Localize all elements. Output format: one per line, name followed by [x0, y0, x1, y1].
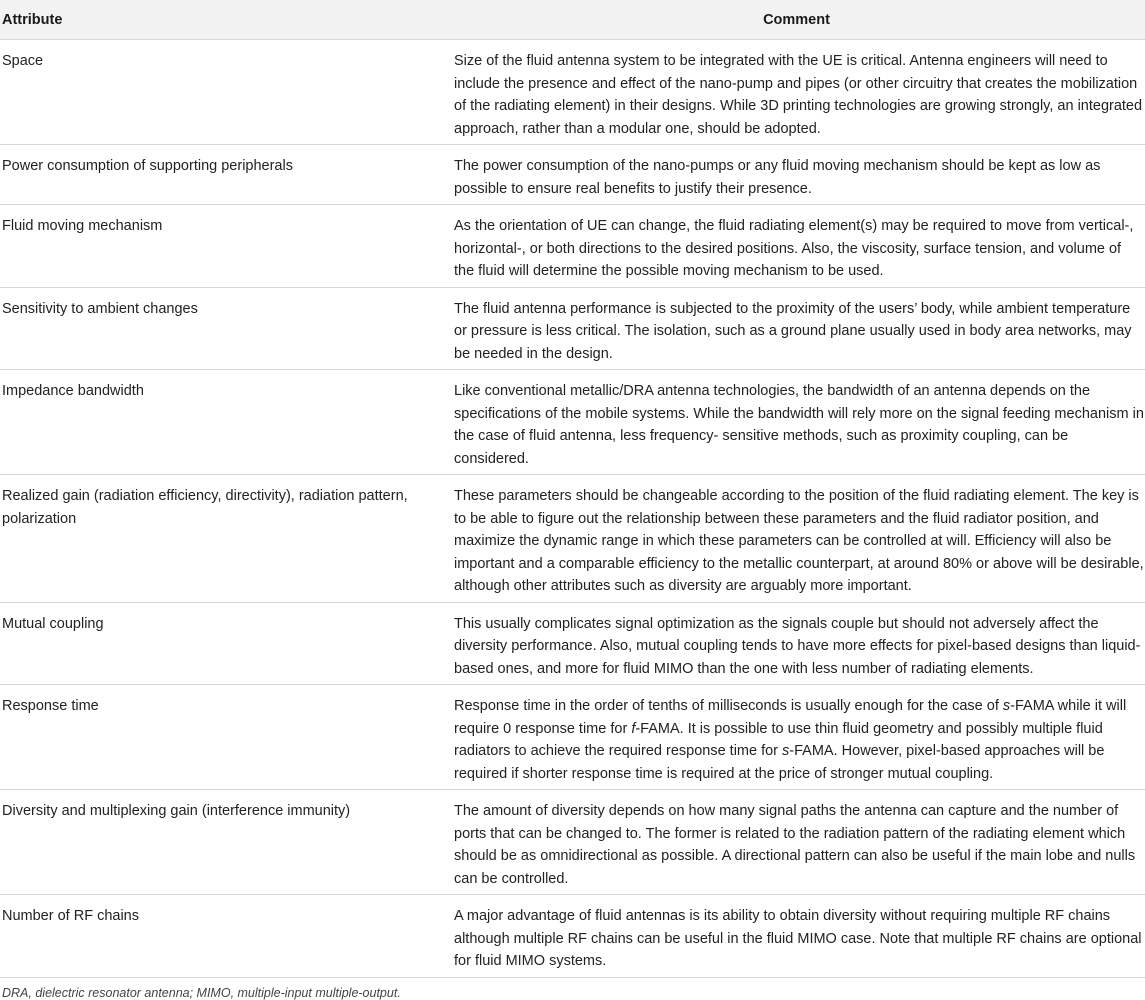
attribute-cell: Impedance bandwidth — [2, 383, 144, 399]
attribute-column-header: Attribute — [2, 11, 63, 28]
attribute-cell: Fluid moving mechanism — [2, 218, 163, 234]
comment-cell: A major advantage of fluid antennas is its ability to obtain diversity without requiring multiple RF chains although multiple RF chains can be useful in the fluid MIMO case. Note that multiple RF chains are optional for fluid MIMO systems. — [454, 908, 1142, 969]
attribute-cell: Number of RF chains — [2, 908, 139, 924]
comment-cell: These parameters should be changeable according to the position of the fluid radiating element. The key is to be able to figure out the relationship between these parameters and the fluid radiator position, and maximize the dynamic range in which these parameters can be controlled at will. Efficiency will also be important and a comparable efficiency to the metallic counterpart, at around 80% or above will be desirable, although other attributes such as diversity are arguably more important. — [454, 488, 1144, 594]
comment-cell: The power consumption of the nano-pumps or any fluid moving mechanism should be kept as low as possible to ensure real benefits to justify their presence. — [454, 158, 1101, 197]
comment-cell: The fluid antenna performance is subjected to the proximity of the users’ body, while ambient temperature or pressure is less critical. The isolation, such as a ground plane usually used in body area networks, may be needed in the design. — [454, 300, 1132, 362]
table-body — [0, 40, 1145, 978]
table-row — [0, 287, 1145, 370]
table-row — [0, 895, 1145, 978]
header-row — [0, 0, 1145, 40]
attribute-cell: Power consumption of supporting peripherals — [2, 158, 293, 174]
attribute-cell: Realized gain (radiation efficiency, directivity), radiation pattern, polarization — [2, 488, 408, 527]
comment-text: -FAMA. It is possible to use thin fluid geometry and possibly multiple fluid radiators to achieve the required response time for — [454, 720, 1103, 759]
attribute-cell: Sensitivity to ambient changes — [2, 300, 198, 317]
table-row — [0, 602, 1145, 685]
comment-cell: As the orientation of UE can change, the fluid radiating element(s) may be required to move from vertical-, horizontal-, or both directions to the desired positions. Also, the viscosity, surface tension, and volume of the fluid will determine the possible moving mechanism to be used. — [454, 218, 1134, 279]
table-row — [0, 145, 1145, 205]
attribute-cell: Space — [2, 53, 44, 69]
comment-cell: This usually complicates signal optimization as the signals couple but should not adversely affect the diversity performance. Also, mutual coupling tends to have more effects for pixel-based designs than liquid-based ones, and more for fluid MIMO than the one with less number of radiating elements. — [454, 615, 1141, 677]
f-fama-prefix: f — [631, 720, 636, 737]
comment-cell: Size of the fluid antenna system to be integrated with the UE is critical. Antenna engineers will need to include the presence and effect of the nano-pump and pipes (or other circuitry that creates the mobilization of the radiating element) in their designs. While 3D printing technologies are growing strongly, an integrated approach, rather than a modular one, should be adopted. — [454, 53, 1143, 137]
table-row — [0, 685, 1145, 790]
table-header — [0, 0, 1145, 40]
s-fama-prefix: s — [1002, 698, 1011, 714]
comment-text: -FAMA. However, pixel-based approaches will be required if shorter response time is required at the price of stronger mutual coupling. — [454, 743, 1105, 782]
comment-cell: The amount of diversity depends on how many signal paths the antenna can capture and the number of ports that can be changed to. The former is related to the radiation pattern of the radiating element which should be as omnidirectional as possible. A directional pattern can also be useful if the main lobe and nulls can be controlled. — [454, 803, 1136, 887]
table-row — [0, 40, 1145, 145]
s-fama-prefix: s — [782, 743, 790, 759]
attribute-cell: Mutual coupling — [2, 615, 104, 632]
attribute-cell: Response time — [2, 698, 99, 714]
comment-column-header: Comment — [763, 11, 830, 28]
comment-cell — [446, 685, 1145, 790]
table-footnote: DRA, dielectric resonator antenna; MIMO, multiple-input multiple-output. — [2, 985, 401, 1000]
table-row — [0, 790, 1145, 895]
table-row — [0, 370, 1145, 475]
attribute-cell: Diversity and multiplexing gain (interference immunity) — [2, 803, 351, 819]
comment-text: -FAMA while it will require 0 response time for — [454, 698, 1127, 737]
table-row — [0, 205, 1145, 288]
comment-text: Response time in the order of tenths of milliseconds is usually enough for the case of — [454, 698, 1003, 714]
comment-cell: Like conventional metallic/DRA antenna technologies, the bandwidth of an antenna depends on the specifications of the mobile systems. While the bandwidth will rely more on the signal feeding mechanism in the case of fluid antenna, less frequency- sensitive methods, such as proximity coupling, can be considered. — [454, 383, 1144, 467]
table-row — [0, 475, 1145, 603]
